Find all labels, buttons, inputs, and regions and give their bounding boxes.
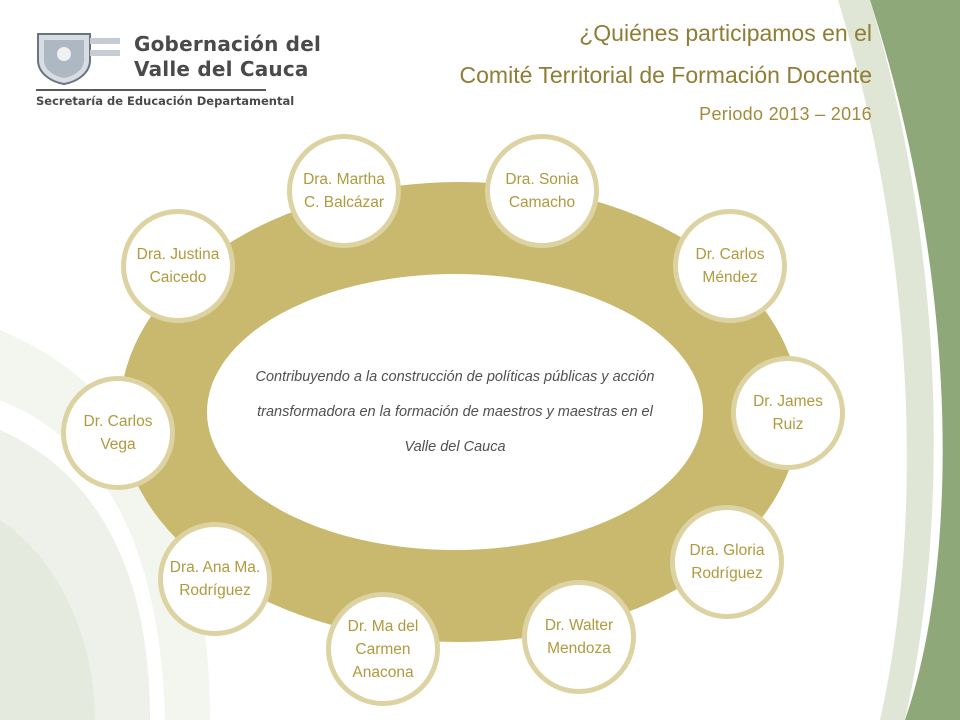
period-subtitle: Periodo 2013 – 2016 — [699, 104, 872, 124]
member-node-10 — [121, 209, 235, 323]
member-node-8 — [158, 522, 272, 636]
member-name: Dr. Walter Mendoza — [544, 617, 614, 657]
member-name: Dr. Carlos Méndez — [695, 246, 765, 286]
logo-text-line3: Secretaría de Educación Departamental — [36, 94, 295, 108]
logo-divider — [36, 89, 266, 91]
member-name: Dra. Ana Ma. Rodríguez — [169, 559, 261, 599]
member-node-5 — [670, 505, 784, 619]
logo — [30, 30, 322, 116]
member-node-6 — [522, 580, 636, 694]
logo-text-line1: Gobernación del — [134, 32, 322, 56]
member-name: Dra. Gloria Rodríguez — [689, 542, 765, 582]
member-node-9 — [61, 376, 175, 490]
member-name: Dra. Sonia Camacho — [505, 171, 579, 211]
member-name: Dr. Ma del Carmen Anacona — [347, 617, 419, 681]
member-node-4 — [731, 356, 845, 470]
logo-text-line2: Valle del Cauca — [134, 57, 309, 81]
member-node-2 — [485, 134, 599, 248]
member-name: Dr. James Ruiz — [753, 393, 823, 433]
member-name: Dr. Carlos Vega — [83, 413, 153, 453]
slide-title-line1: ¿Quiénes participamos en el — [579, 20, 872, 46]
member-node-3 — [673, 209, 787, 323]
center-statement: Contribuyendo a la construcción de políticas públicas y acción transformadora en la formación de maestros y maestras en el Valle del Cauca — [255, 369, 655, 455]
member-name: Dra. Justina Caicedo — [136, 246, 220, 286]
coat-of-arms-icon — [30, 30, 126, 86]
slide-title-line2: Comité Territorial de Formación Docente — [459, 62, 872, 88]
member-name: Dra. Martha C. Balcázar — [303, 171, 385, 211]
member-node-7 — [326, 592, 440, 706]
member-node-1 — [287, 134, 401, 248]
